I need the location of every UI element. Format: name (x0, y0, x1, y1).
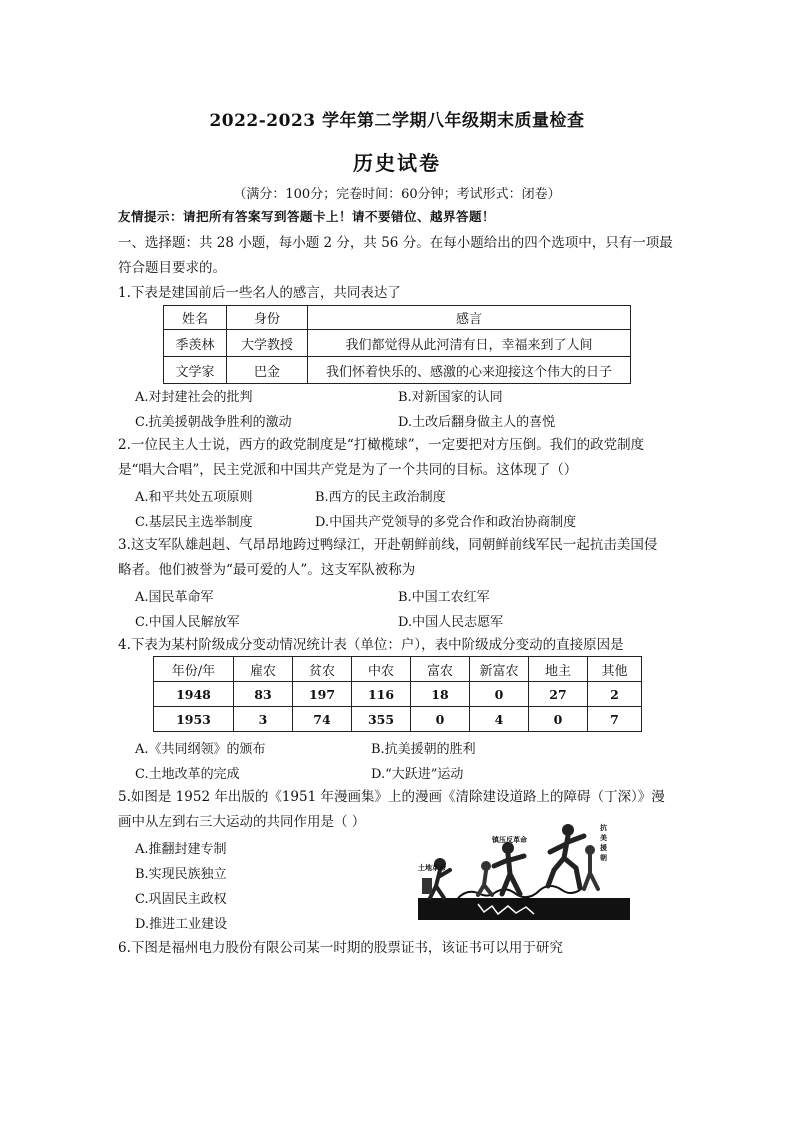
q3-option-d[interactable]: D.中国人民志愿军 (398, 615, 504, 630)
table-cell: 大学教授 (227, 330, 308, 357)
cartoon-label-right-1: 抗 (600, 824, 607, 832)
section-instruction-line2: 符合题目要求的。 (118, 260, 226, 276)
q5-option-a[interactable]: A.推翻封建专制 (135, 842, 227, 857)
table-cell: 83 (234, 682, 293, 707)
q1-table (163, 305, 631, 384)
q4-table (153, 656, 642, 732)
q2-stem-line1: 2.一位民主人士说，西方的政党制度是“打橄榄球”，一定要把对方压倒。我们的政党制度 (118, 437, 645, 453)
table-header-cell: 身份 (227, 306, 308, 330)
exam-title: 2022-2023 学年第二学期八年级期末质量检查 (209, 111, 585, 131)
section-instruction-line1: 一、选择题：共 28 小题，每小题 2 分，共 56 分。在每小题给出的四个选项中，只有一项最 (118, 235, 673, 251)
q4-option-b[interactable]: B.抗美援朝的胜利 (371, 742, 476, 757)
q6-stem: 6.下图是福州电力股份有限公司某一时期的股票证书，该证书可以用于研究 (118, 940, 563, 956)
q4-option-d[interactable]: D.“大跃进”运动 (371, 767, 464, 782)
table-header-cell: 感言 (308, 306, 631, 330)
table-header-cell: 地主 (529, 657, 588, 682)
table-header-cell: 雇农 (234, 657, 293, 682)
q5-stem-line1: 5.如图是 1952 年出版的《1951 年漫画集》上的漫画《清除建设道路上的障碍（丁深）》漫 (118, 789, 665, 805)
cartoon-illustration (418, 820, 630, 920)
q4-option-c[interactable]: C.土地改革的完成 (135, 767, 240, 782)
notice-text: 友情提示：请把所有答案写到答题卡上！请不要错位、越界答题！ (118, 209, 496, 224)
table-header-cell: 新富农 (470, 657, 529, 682)
exam-info: （满分：100分；完卷时间：60分钟；考试形式：闭卷） (233, 187, 561, 202)
table-row (154, 682, 642, 707)
q4-option-a[interactable]: A.《共同纲领》的颁布 (135, 742, 266, 757)
q3-stem-line2: 略者。他们被誉为“最可爱的人”。这支军队被称为 (118, 562, 416, 578)
q5-option-c[interactable]: C.巩固民主政权 (135, 892, 227, 907)
cartoon-label-right-4: 朝 (600, 854, 607, 862)
table-header-cell: 富农 (411, 657, 470, 682)
table-cell: 季羡林 (164, 330, 227, 357)
q2-option-d[interactable]: D.中国共产党领导的多党合作和政治协商制度 (315, 515, 577, 530)
q1-stem: 1.下表是建国前后一些名人的感言，共同表达了 (118, 285, 401, 301)
table-cell: 我们都觉得从此河清有日，幸福来到了人间 (308, 330, 631, 357)
cartoon-drawing (418, 820, 630, 920)
table-cell: 355 (352, 707, 411, 732)
q2-stem-line2: 是“唱大合唱”，民主党派和中国共产党是为了一个共同的目标。这体现了（） (118, 462, 578, 478)
table-cell: 74 (293, 707, 352, 732)
table-cell: 1948 (154, 682, 234, 707)
q2-option-c[interactable]: C.基层民主选举制度 (135, 515, 253, 530)
q5-stem-line2: 画中从左到右三大运动的共同作用是（ ） (118, 814, 366, 830)
q5-option-d[interactable]: D.推进工业建设 (135, 917, 228, 932)
table-header-cell: 姓名 (164, 306, 227, 330)
table-row (154, 707, 642, 732)
table-cell: 巴金 (227, 357, 308, 384)
table-cell: 18 (411, 682, 470, 707)
q3-option-b[interactable]: B.中国工农红军 (398, 590, 490, 605)
table-header-cell: 年份/年 (154, 657, 234, 682)
q2-option-b[interactable]: B.西方的民主政治制度 (315, 490, 446, 505)
table-cell: 1953 (154, 707, 234, 732)
table-cell: 197 (293, 682, 352, 707)
table-cell: 2 (588, 682, 642, 707)
q1-option-b[interactable]: B.对新国家的认同 (398, 390, 503, 405)
q1-option-a[interactable]: A.对封建社会的批判 (135, 390, 253, 405)
table-cell: 27 (529, 682, 588, 707)
table-row (164, 330, 631, 357)
table-cell: 0 (411, 707, 470, 732)
q4-stem: 4.下表为某村阶级成分变动情况统计表（单位：户），表中阶级成分变动的直接原因是 (118, 637, 624, 653)
figure-right (548, 824, 598, 889)
q2-option-a[interactable]: A.和平共处五项原则 (135, 490, 253, 505)
table-cell: 7 (588, 707, 642, 732)
table-cell: 文学家 (164, 357, 227, 384)
q3-option-a[interactable]: A.国民革命军 (135, 590, 214, 605)
q3-option-c[interactable]: C.中国人民解放军 (135, 615, 240, 630)
table-cell: 3 (234, 707, 293, 732)
cartoon-label-right-3: 援 (600, 844, 607, 852)
subject-title: 历史试卷 (353, 151, 441, 175)
table-cell: 4 (470, 707, 529, 732)
table-header-cell: 中农 (352, 657, 411, 682)
table-cell: 0 (470, 682, 529, 707)
table-header-cell: 贫农 (293, 657, 352, 682)
table-header-cell: 其他 (588, 657, 642, 682)
q1-option-d[interactable]: D.土改后翻身做主人的喜悦 (398, 415, 556, 430)
figure-middle (478, 842, 524, 895)
q1-option-c[interactable]: C.抗美援朝战争胜利的激动 (135, 415, 292, 430)
q5-option-b[interactable]: B.实现民族独立 (135, 867, 227, 882)
cartoon-label-left: 土地革命 (418, 864, 446, 872)
table-cell: 0 (529, 707, 588, 732)
q3-stem-line1: 3.这支军队雄赳赳、气昂昂地跨过鸭绿江，开赴朝鲜前线，同朝鲜前线军民一起抗击美国侵 (118, 537, 658, 553)
cartoon-label-right-2: 美 (600, 834, 607, 842)
cartoon-label-mid: 镇压反革命 (492, 836, 527, 844)
table-cell: 我们怀着快乐的、感激的心来迎接这个伟大的日子 (308, 357, 631, 384)
table-cell: 116 (352, 682, 411, 707)
table-row (164, 357, 631, 384)
